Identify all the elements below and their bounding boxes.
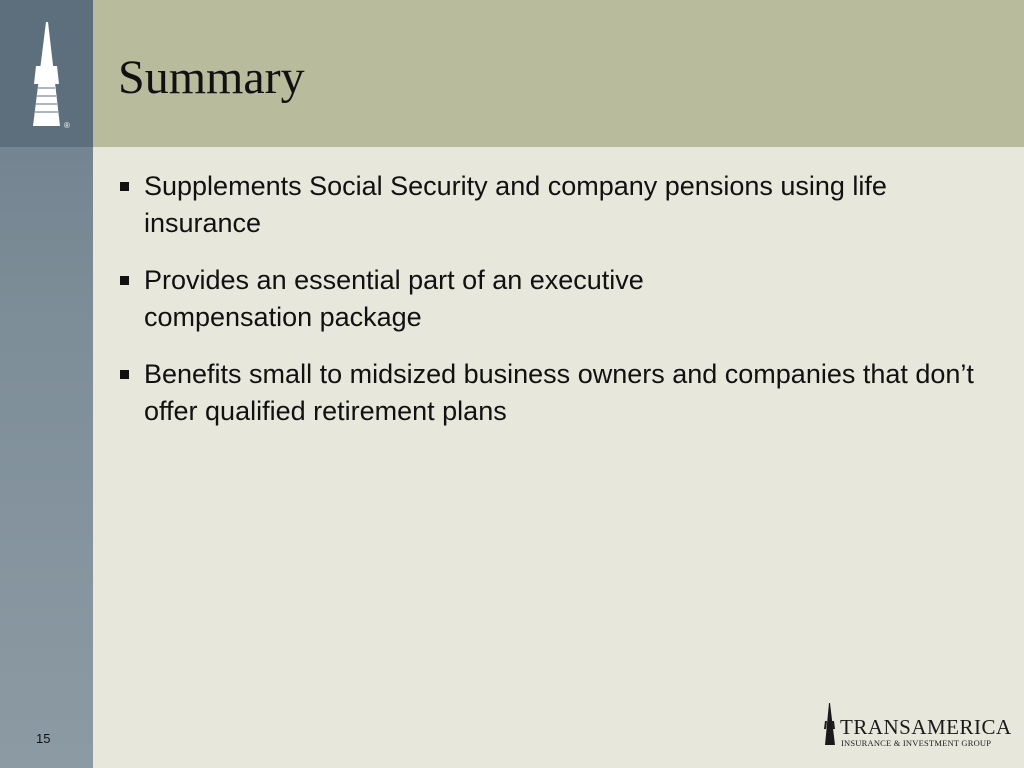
bullet-item: [118, 168, 988, 242]
bullet-item: [118, 356, 988, 430]
company-name: TRANSAMERICA: [840, 715, 1012, 739]
logo-block: [0, 0, 93, 147]
page-number: 15: [36, 731, 51, 746]
square-bullet-icon: [120, 182, 129, 191]
company-subtitle: INSURANCE & INVESTMENT GROUP: [841, 738, 992, 748]
bullet-list: [118, 168, 988, 450]
bullet-text: Benefits small to midsized business owners and companies that don’t offer qualified retirement plans: [144, 359, 974, 426]
bullet-text: Supplements Social Security and company pensions using life insurance: [144, 171, 887, 238]
bullet-text: Provides an essential part of an executive compensation package: [144, 265, 644, 332]
bullet-item: [118, 262, 988, 336]
square-bullet-icon: [120, 276, 129, 285]
square-bullet-icon: [120, 370, 129, 379]
company-logo: [822, 703, 1012, 748]
pyramid-tower-icon: [822, 703, 838, 747]
slide-title: Summary: [118, 51, 305, 104]
svg-text:®: ®: [64, 121, 70, 130]
pyramid-tower-icon: [24, 22, 72, 130]
